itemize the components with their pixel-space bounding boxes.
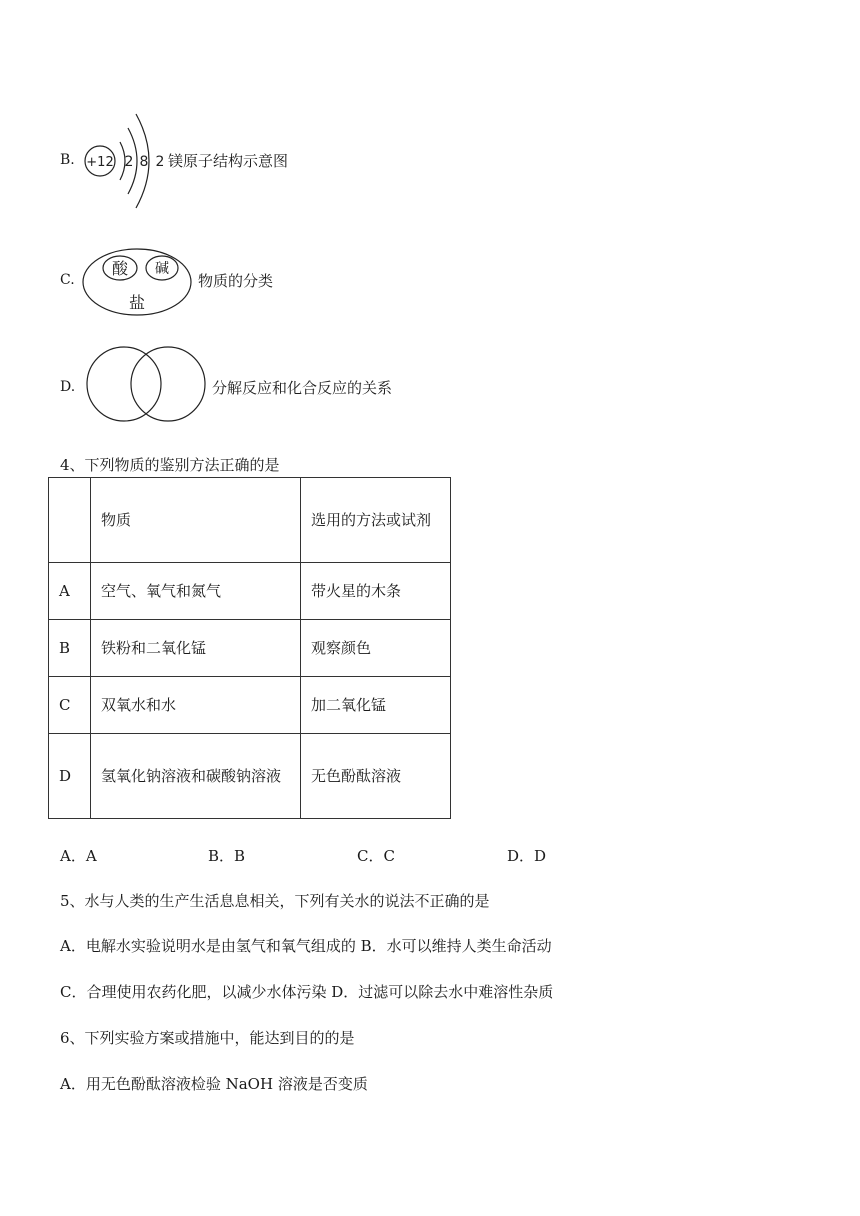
q5-options-line1: A．电解水实验说明水是由氢气和氧气组成的 B．水可以维持人类生命活动: [60, 937, 552, 955]
q5-options-line2: C．合理使用农药化肥，以减少水体污染 D．过滤可以除去水中难溶性杂质: [60, 983, 554, 1001]
header-cell-substance: 物质: [91, 478, 301, 563]
option-d-caption: 分解反应和化合反应的关系: [212, 379, 393, 397]
shell-electrons-2: 8: [139, 154, 149, 170]
table-header-row: [49, 478, 451, 563]
q4-choice-b: B．B: [208, 847, 246, 865]
q6-stem: 6、下列实验方案或措施中，能达到目的的是: [60, 1029, 355, 1047]
row-substance: 铁粉和二氧化锰: [91, 620, 301, 677]
row-substance: 双氧水和水: [91, 677, 301, 734]
row-substance: 氢氧化钠溶液和碳酸钠溶液: [91, 734, 301, 819]
decomposition-circle: [87, 347, 161, 421]
salt-text: 盐: [128, 293, 146, 312]
row-letter: A: [49, 563, 91, 620]
row-substance: 空气、氧气和氮气: [91, 563, 301, 620]
magnesium-atom-diagram: [80, 108, 170, 214]
q4-choice-a: A．A: [60, 847, 97, 865]
row-method: 无色酚酞溶液: [301, 734, 451, 819]
row-method: 加二氧化锰: [301, 677, 451, 734]
base-text: 碱: [155, 261, 169, 277]
q4-choice-d: D．D: [507, 847, 547, 865]
row-method: 带火星的木条: [301, 563, 451, 620]
combination-circle: [131, 347, 205, 421]
classification-diagram: [80, 245, 196, 319]
q4-stem: 4、下列物质的鉴别方法正确的是: [60, 456, 280, 474]
q4-table: [48, 477, 451, 819]
option-c-label: C.: [60, 272, 75, 288]
table-row: [49, 563, 451, 620]
option-b-label: B.: [60, 152, 75, 168]
nucleus-charge: +12: [86, 155, 114, 170]
shell-electrons-3: 2: [155, 154, 165, 170]
shell-electrons-1: 2: [124, 154, 134, 170]
q6-option-a: A．用无色酚酞溶液检验 NaOH 溶液是否变质: [60, 1075, 368, 1093]
option-d-label: D.: [60, 379, 76, 395]
table-row: [49, 677, 451, 734]
row-letter: C: [49, 677, 91, 734]
row-method: 观察颜色: [301, 620, 451, 677]
row-letter: B: [49, 620, 91, 677]
q5-stem: 5、水与人类的生产生活息息相关，下列有关水的说法不正确的是: [60, 892, 490, 910]
header-cell-empty: [49, 478, 91, 563]
option-c-caption: 物质的分类: [198, 272, 274, 290]
q4-choice-c: C．C: [357, 847, 395, 865]
acid-text: 酸: [111, 259, 129, 278]
row-letter: D: [49, 734, 91, 819]
option-b-caption: 镁原子结构示意图: [168, 152, 289, 170]
table-row: [49, 620, 451, 677]
reaction-relation-diagram: [84, 344, 210, 424]
header-cell-method: 选用的方法或试剂: [301, 478, 451, 563]
table-row: [49, 734, 451, 819]
